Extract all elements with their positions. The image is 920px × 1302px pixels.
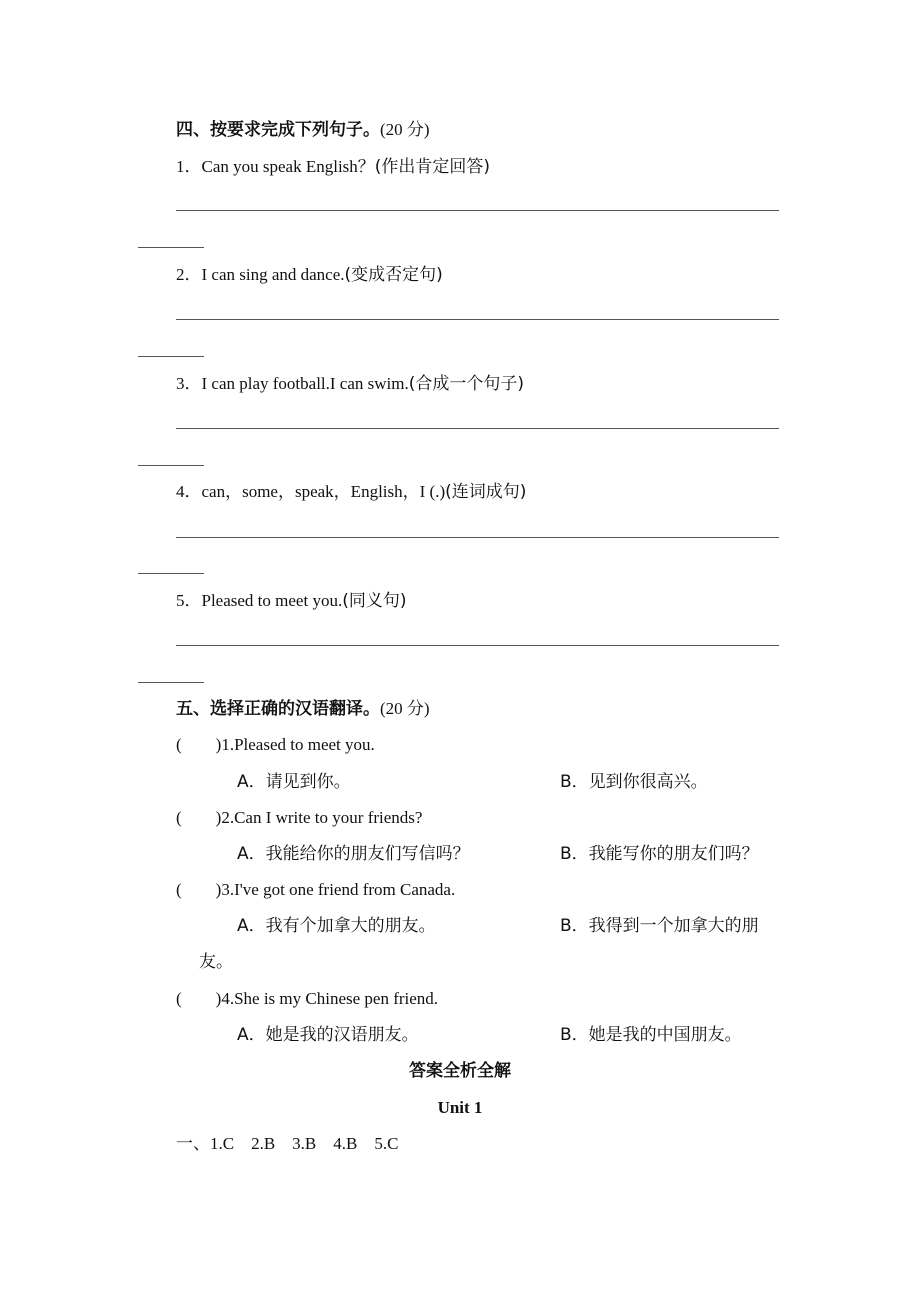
section-5-heading xyxy=(176,699,430,719)
answer-line-3-continuation[interactable] xyxy=(138,465,204,466)
answers-section-1 xyxy=(176,1134,398,1154)
section-4-points: (20 分) xyxy=(380,120,430,139)
question-number: 2． xyxy=(176,265,202,284)
answer-line-5-continuation[interactable] xyxy=(138,682,204,683)
s5-question-4 xyxy=(176,989,438,1009)
section-4-title: 四、按要求完成下列句子。 xyxy=(176,120,380,140)
s4-question-1 xyxy=(176,157,490,177)
answer-line-2[interactable] xyxy=(176,319,779,320)
question-prompt: 3.I've got one friend from Canada. xyxy=(221,880,456,899)
s5-q2-option-a: A．我能给你的朋友们写信吗？ xyxy=(237,844,470,864)
s5-q1-option-b: B．见到你很高兴。 xyxy=(560,772,708,792)
question-instruction: (同义句) xyxy=(342,591,407,611)
section-5-points: (20 分) xyxy=(380,699,430,718)
answers-section-1-label: 一、 xyxy=(176,1134,210,1154)
s5-q3-option-b: B．我得到一个加拿大的朋 xyxy=(560,916,759,936)
answer-line-2-continuation[interactable] xyxy=(138,356,204,357)
answer-line-4-continuation[interactable] xyxy=(138,573,204,574)
answers-title: 答案全析全解 xyxy=(409,1061,511,1081)
answer-line-3[interactable] xyxy=(176,428,779,429)
s5-question-3 xyxy=(176,880,455,900)
s5-q4-option-a: A．她是我的汉语朋友。 xyxy=(237,1025,419,1045)
question-prompt: 1.Pleased to meet you. xyxy=(221,735,375,754)
answer-line-1-continuation[interactable] xyxy=(138,247,204,248)
s4-question-2 xyxy=(176,265,443,285)
question-instruction: (连词成句) xyxy=(445,482,527,502)
answer-bracket[interactable]: ( ) xyxy=(176,735,222,754)
answers-section-1-values: 1.C 2.B 3.B 4.B 5.C xyxy=(210,1134,399,1153)
s5-question-1 xyxy=(176,735,375,755)
question-instruction: (变成否定句) xyxy=(344,265,443,285)
s5-q2-option-b: B．我能写你的朋友们吗？ xyxy=(560,844,759,864)
answer-line-1[interactable] xyxy=(176,210,779,211)
answer-bracket[interactable]: ( ) xyxy=(176,880,222,899)
question-number: 5． xyxy=(176,591,202,610)
answer-bracket[interactable]: ( ) xyxy=(176,808,222,827)
s5-q3-option-b-wrap: 友。 xyxy=(199,952,233,972)
s5-q1-option-a: A．请见到你。 xyxy=(237,772,351,792)
question-text: I can sing and dance. xyxy=(201,265,345,284)
s4-question-4 xyxy=(176,482,526,502)
section-5-title: 五、选择正确的汉语翻译。 xyxy=(176,699,380,719)
s5-q4-option-b: B．她是我的中国朋友。 xyxy=(560,1025,742,1045)
answer-line-5[interactable] xyxy=(176,645,779,646)
question-number: 1． xyxy=(176,157,202,176)
question-number: 3． xyxy=(176,374,202,393)
question-text: Can you speak English？ xyxy=(201,157,375,176)
section-4-heading xyxy=(176,120,430,140)
answer-line-4[interactable] xyxy=(176,537,779,538)
question-text: Pleased to meet you. xyxy=(201,591,343,610)
s4-question-5 xyxy=(176,591,406,611)
s5-q3-option-a: A．我有个加拿大的朋友。 xyxy=(237,916,436,936)
question-instruction: (作出肯定回答) xyxy=(374,157,491,177)
question-instruction: (合成一个句子) xyxy=(408,374,525,394)
question-prompt: 2.Can I write to your friends? xyxy=(221,808,423,827)
question-text: can，some，speak，English，I (.) xyxy=(201,482,446,501)
question-text: I can play football.I can swim. xyxy=(201,374,409,393)
s4-question-3 xyxy=(176,374,524,394)
question-prompt: 4.She is my Chinese pen friend. xyxy=(221,989,439,1008)
s5-question-2 xyxy=(176,808,422,828)
answer-bracket[interactable]: ( ) xyxy=(176,989,222,1008)
question-number: 4． xyxy=(176,482,202,501)
answers-unit-title: Unit 1 xyxy=(437,1098,483,1117)
